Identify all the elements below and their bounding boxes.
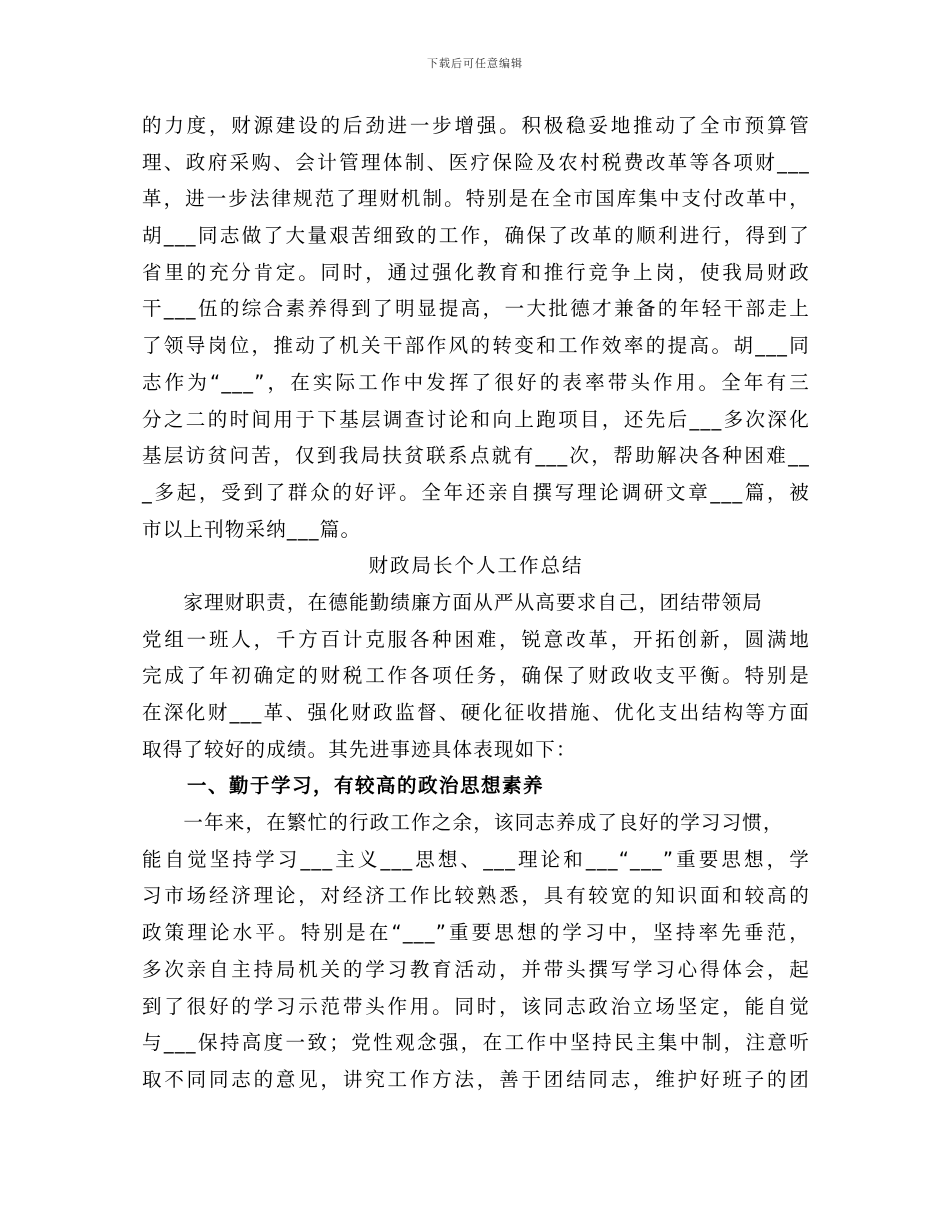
paragraph-line: 党组一班人，千方百计克服各种困难，锐意改革，开拓创新，圆满地 bbox=[142, 627, 810, 651]
paragraph-line: 习市场经济理论，对经济工作比较熟悉，具有较宽的知识面和较高的 bbox=[142, 884, 810, 908]
paragraph-line: 志作为“___”，在实际工作中发挥了很好的表率带头作用。全年有三 bbox=[142, 370, 810, 394]
paragraph-line: 市以上刊物采纳___篇。 bbox=[142, 517, 362, 541]
document-body bbox=[142, 108, 810, 1099]
paragraph-line: 省里的充分肯定。同时，通过强化教育和推行竞争上岗，使我局财政 bbox=[142, 260, 810, 284]
page-header: 下载后可任意编辑 bbox=[427, 57, 523, 70]
document-title: 财政局长个人工作总结 bbox=[368, 554, 584, 578]
paragraph-line: 政策理论水平。特别是在“___”重要思想的学习中，坚持率先垂范， bbox=[142, 921, 810, 945]
paragraph-line: 多次亲自主持局机关的学习教育活动，并带头撰写学习心得体会，起 bbox=[142, 957, 810, 981]
paragraph-line: 在深化财___革、强化财政监督、硬化征收措施、优化支出结构等方面 bbox=[142, 701, 810, 724]
paragraph-line: 理、政府采购、会计管理体制、医疗保险及农村税费改革等各项财___ bbox=[142, 150, 810, 174]
paragraph-line: 能自觉坚持学习___主义___思想、___理论和___“___”重要思想，学 bbox=[142, 847, 810, 871]
paragraph-line: 胡___同志做了大量艰苦细致的工作，确保了改革的顺利进行，得到了 bbox=[142, 224, 810, 248]
paragraph-line: 取不同同志的意见，讲究工作方法，善于团结同志，维护好班子的团 bbox=[142, 1067, 810, 1091]
paragraph-line: 到了很好的学习示范带头作用。同时，该同志政治立场坚定，能自觉 bbox=[142, 994, 810, 1018]
paragraph-line: 一年来，在繁忙的行政工作之余，该同志养成了良好的学习习惯， bbox=[142, 811, 784, 835]
paragraph-line: 革，进一步法律规范了理财机制。特别是在全市国库集中支付改革中， bbox=[142, 187, 810, 211]
paragraph-line: 家理财职责，在德能勤绩廉方面从严从高要求自己，团结带领局 bbox=[142, 590, 764, 614]
paragraph-line: 了领导岗位，推动了机关干部作风的转变和工作效率的提高。胡___同 bbox=[142, 334, 810, 358]
paragraph-line: 完成了年初确定的财税工作各项任务，确保了财政收支平衡。特别是 bbox=[142, 664, 810, 688]
section-heading: 一、勤于学习，有较高的政治思想素养 bbox=[187, 774, 545, 798]
paragraph-line: 取得了较好的成绩。其先进事迹具体表现如下： bbox=[142, 737, 577, 761]
paragraph-line: _多起，受到了群众的好评。全年还亲自撰写理论调研文章___篇，被 bbox=[142, 480, 810, 504]
paragraph-line: 分之二的时间用于下基层调查讨论和向上跑项目，还先后___多次深化 bbox=[142, 407, 810, 431]
paragraph-line: 干___伍的综合素养得到了明显提高，一大批德才兼备的年轻干部走上 bbox=[142, 297, 810, 321]
paragraph-line: 基层访贫问苦，仅到我局扶贫联系点就有___次，帮助解决各种困难__ bbox=[142, 444, 810, 468]
paragraph-line: 与___保持高度一致；党性观念强，在工作中坚持民主集中制，注意听 bbox=[142, 1031, 810, 1055]
paragraph-line: 的力度，财源建设的后劲进一步增强。积极稳妥地推动了全市预算管 bbox=[142, 114, 810, 137]
